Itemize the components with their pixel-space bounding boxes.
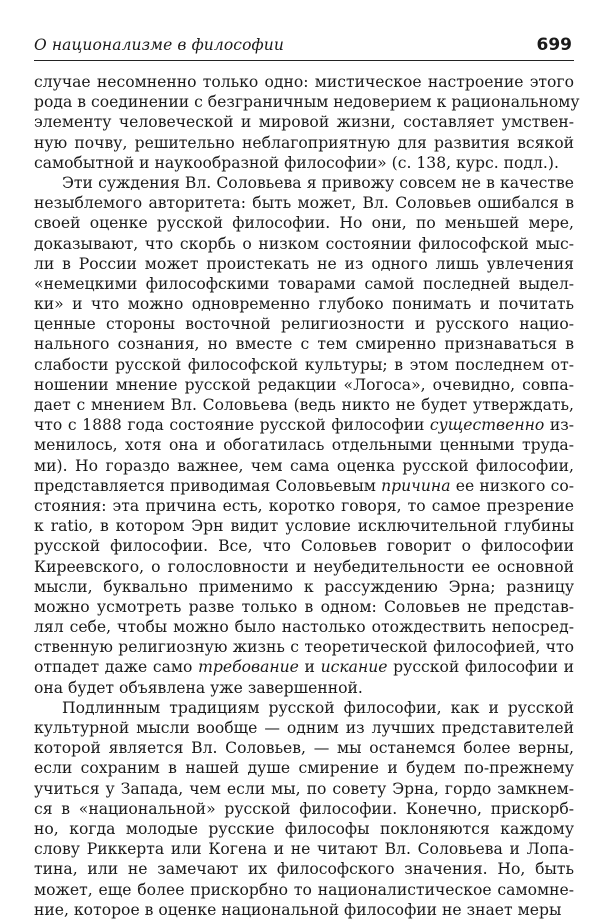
text-run: ки» и что можно одновременно глубоко понимать и почитать	[34, 295, 574, 314]
text-line	[34, 355, 574, 375]
running-title: О национализме в философии	[34, 36, 284, 54]
text-line	[34, 577, 574, 597]
text-line	[34, 193, 574, 213]
paragraph	[34, 173, 574, 698]
text-line	[34, 738, 574, 758]
text-line	[34, 678, 574, 698]
text-run: мысли, буквально применимо к рассуждению Эрна; разницу	[34, 577, 574, 596]
text-run: дает с мнением Вл. Соловьева (ведь никто не будет утверждать,	[34, 396, 574, 414]
text-line	[34, 597, 574, 617]
text-run: ли в России может проистекать не из одного лишь увлечения	[34, 254, 574, 273]
text-run: ную почву, решительно неблагоприятную для развития всякой	[34, 133, 574, 152]
text-run: слабости русской философской культуры; в этом последнем от-	[34, 355, 574, 374]
text-line	[34, 859, 574, 879]
text-run: доказывают, что скорбь о низком состоянии философской мыс-	[34, 234, 574, 253]
text-run: русской философии. Все, что Соловьев говорит о философии	[34, 537, 574, 556]
text-line	[34, 112, 574, 132]
text-line	[34, 334, 574, 354]
text-line	[34, 456, 574, 476]
running-header	[34, 30, 574, 61]
text-run: «немецкими философскими товарами самой последней выдел-	[34, 274, 574, 293]
text-line	[34, 153, 574, 173]
text-run: самобытной и наукообразной философии» (с. 138, курс. подл.).	[34, 153, 559, 172]
text-line	[34, 375, 574, 395]
emphasis-text: причина	[381, 476, 451, 495]
text-run: тина, или не замечают их философского значения. Но, быть	[34, 860, 574, 879]
text-run: нального сознания, но вместе с тем смиренно признаваться в	[34, 335, 574, 354]
text-run: ми). Но гораздо важнее, чем сама оценка русской философии,	[34, 456, 574, 475]
text-run: и	[298, 658, 321, 677]
text-run: к ratio, в котором Эрн видит условие исключительной глубины	[34, 517, 574, 536]
text-line	[34, 254, 574, 274]
text-run: из-	[544, 416, 575, 435]
text-line	[34, 496, 574, 516]
text-run: учиться у Запада, чем если мы, по совету Эрна, гордо замкнем-	[34, 779, 574, 798]
text-run: ценные стороны восточной религиозности и русского нацио-	[34, 315, 574, 334]
text-run: незыблемого авторитета: быть может, Вл. Соловьев ошибался в	[34, 194, 574, 213]
text-run: представляется приводимая Соловьевым	[34, 476, 382, 495]
text-line	[34, 557, 574, 577]
text-line	[34, 72, 574, 92]
text-line	[34, 435, 574, 455]
text-line	[34, 900, 574, 920]
text-line	[34, 718, 574, 738]
text-run: ние, которое в оценке национальной философии не знает меры	[34, 900, 562, 919]
text-run: рода в соединении с безграничным недоверием к рациональному	[34, 93, 580, 112]
text-line	[34, 294, 574, 314]
paragraph	[34, 72, 580, 173]
text-line	[34, 839, 574, 859]
text-run: Подлинным традициям русской философии, как и русской	[62, 698, 574, 717]
text-run: но, когда молодые русские философы поклоняются каждому	[34, 819, 574, 838]
text-line	[34, 314, 574, 334]
text-run: Киреевского, о голословности и неубедительности ее основной	[34, 557, 574, 576]
text-run: русской философии и	[387, 658, 574, 677]
emphasis-text: требование	[198, 658, 299, 677]
text-line	[34, 92, 580, 112]
text-run: своей оценке русской философии. Но они, по меньшей мере,	[34, 214, 574, 233]
text-line	[34, 415, 574, 435]
text-line	[34, 476, 574, 496]
text-line	[34, 637, 574, 657]
page-number: 699	[536, 35, 572, 55]
text-run: ся в «национальной» русской философии. Конечно, прискорб-	[34, 799, 574, 818]
text-line	[34, 234, 574, 254]
text-line	[34, 779, 574, 799]
emphasis-text: искание	[320, 658, 388, 677]
text-line	[34, 758, 574, 778]
text-run: ее низкого со-	[450, 476, 574, 495]
text-run: элементу человеческой и мировой жизни, составляет умствен-	[34, 113, 574, 132]
text-run: что с 1888 года состояние русской философии	[34, 416, 430, 435]
text-run: лял себе, чтобы можно было настолько отождествить непосред-	[34, 618, 574, 637]
text-run: если сохраним в нашей душе смирение и будем по-прежнему	[34, 759, 574, 778]
text-run: она будет объявлена уже завершенной.	[34, 678, 363, 697]
text-run: может, еще более прискорбно то националистическое самомне-	[34, 880, 574, 899]
text-run: отпадет даже само	[34, 658, 199, 677]
text-run: слову Риккерта или Когена и не читают Вл. Соловьева и Лопа-	[34, 840, 574, 859]
text-line	[34, 698, 574, 718]
text-run: случае несомненно только одно: мистическое настроение этого	[34, 73, 574, 91]
text-line	[34, 799, 574, 819]
text-run: которой является Вл. Соловьев, — мы останемся более верны,	[34, 739, 574, 758]
text-run: стояния: эта причина есть, коротко говоря, то самое презрение	[34, 496, 574, 515]
body-text	[34, 72, 580, 920]
text-run: ношении мнение русской редакции «Логоса», очевидно, совпа-	[34, 375, 574, 394]
paragraph	[34, 698, 574, 920]
text-line	[34, 213, 574, 233]
text-line	[34, 617, 574, 637]
text-line	[34, 657, 574, 677]
text-run: культурной мысли вообще — одним из лучших представителей	[34, 719, 574, 737]
text-run: ственную религиозную жизнь с теоретической философией, что	[34, 638, 574, 657]
text-line	[34, 395, 574, 415]
text-line	[34, 516, 574, 536]
text-run: менилось, хотя она и обогатилась отдельными ценными труда-	[34, 436, 574, 455]
text-line	[34, 536, 574, 556]
text-run: Эти суждения Вл. Соловьева я привожу совсем не в качестве	[62, 173, 574, 192]
emphasis-text: существенно	[429, 416, 545, 435]
text-run: можно усмотреть разве только в одном: Соловьев не представ-	[34, 597, 574, 616]
text-line	[34, 133, 574, 153]
text-line	[34, 274, 574, 294]
text-line	[34, 819, 574, 839]
text-line	[34, 173, 574, 193]
